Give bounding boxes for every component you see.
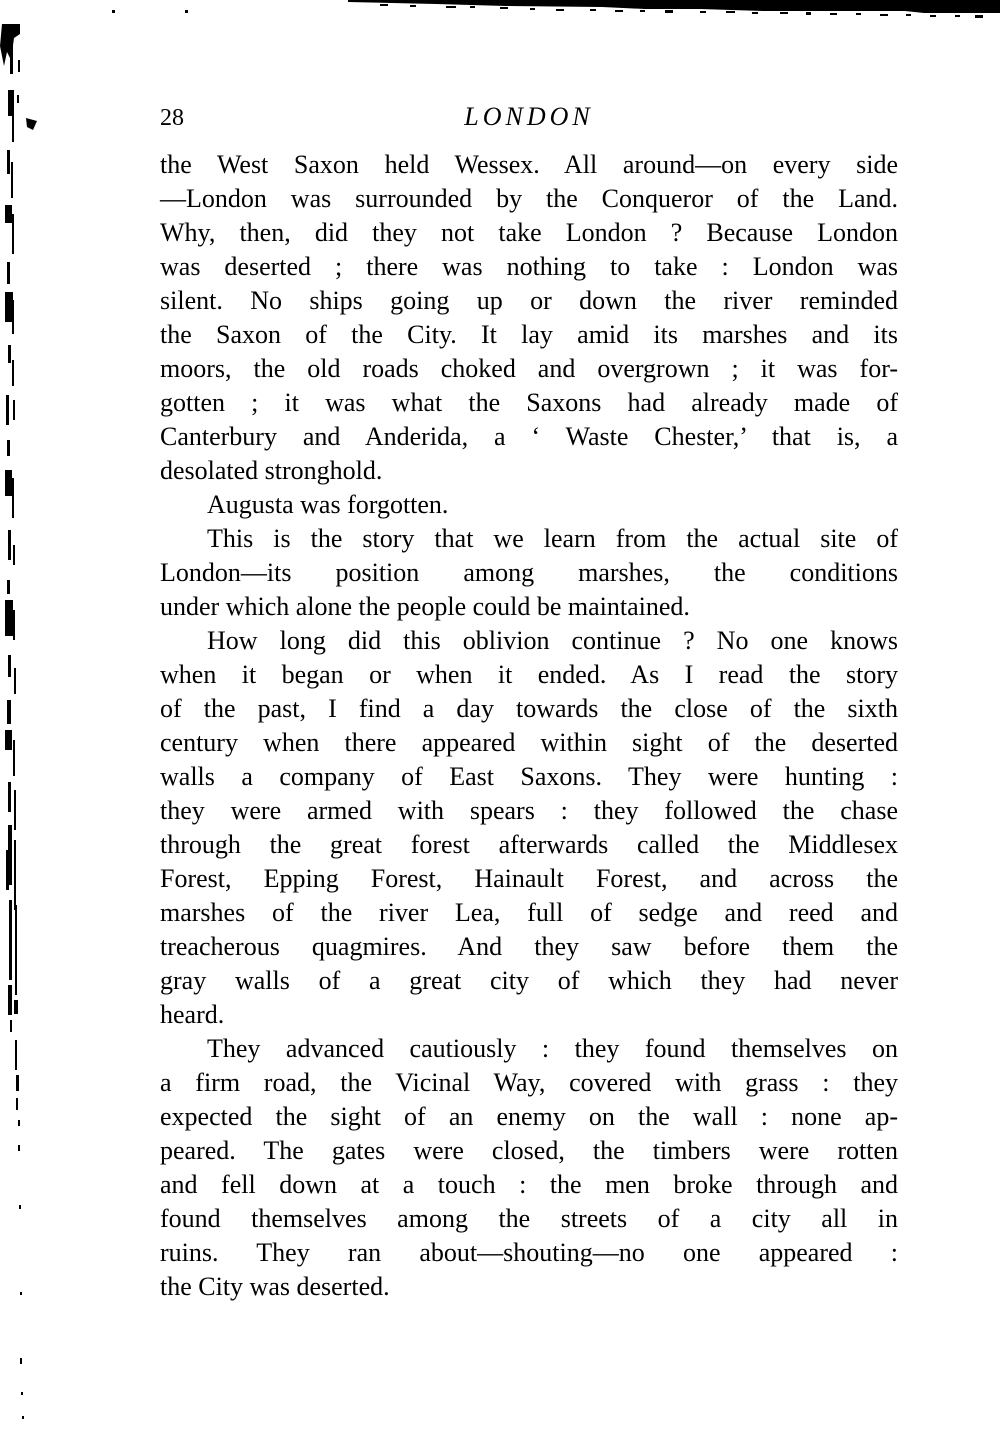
text-line: Forest, Epping Forest, Hainault Forest, and across the	[160, 864, 898, 893]
text-line: the City was deserted.	[160, 1272, 390, 1301]
page-body	[160, 148, 898, 1304]
text-line: century when there appeared within sight of the deserted	[160, 728, 898, 757]
text-line: gotten ; it was what the Saxons had already made of	[160, 388, 898, 417]
text-line: Canterbury and Anderida, a ‘ Waste Chester,’ that is, a	[160, 422, 898, 451]
text-line: Augusta was forgotten.	[207, 490, 449, 519]
text-line: moors, the old roads choked and overgrown ; it was for-	[160, 354, 898, 383]
text-line: ruins. They ran about—shouting—no one appeared :	[160, 1238, 898, 1267]
text-line: This is the story that we learn from the actual site of	[207, 524, 898, 553]
text-line: through the great forest afterwards called the Middlesex	[160, 830, 898, 859]
text-line: marshes of the river Lea, full of sedge and reed and	[160, 898, 898, 927]
paragraph	[160, 624, 898, 1032]
text-line: the Saxon of the City. It lay amid its marshes and its	[160, 320, 898, 349]
text-line: of the past, I find a day towards the close of the sixth	[160, 694, 898, 723]
text-line: heard.	[160, 1000, 225, 1029]
paragraph	[160, 1032, 898, 1304]
paragraph	[160, 488, 898, 522]
scan-artifact-top-edge	[0, 0, 1000, 22]
text-line: London—its position among marshes, the conditions	[160, 558, 898, 587]
text-line: was deserted ; there was nothing to take : London was	[160, 252, 898, 281]
text-line: and fell down at a touch : the men broke through and	[160, 1170, 898, 1199]
text-line: walls a company of East Saxons. They were hunting :	[160, 762, 898, 791]
text-line: Why, then, did they not take London ? Because London	[160, 218, 898, 247]
text-line: silent. No ships going up or down the river reminded	[160, 286, 898, 315]
text-line: How long did this oblivion continue ? No one knows	[207, 626, 898, 655]
page-number: 28	[160, 105, 184, 131]
text-line: treacherous quagmires. And they saw before them the	[160, 932, 898, 961]
scan-artifact-left-edge	[0, 0, 44, 1452]
text-line: —London was surrounded by the Conqueror of the Land.	[160, 184, 898, 213]
text-line: when it began or when it ended. As I read the story	[160, 660, 898, 689]
text-line: desolated stronghold.	[160, 456, 383, 485]
text-line: the West Saxon held Wessex. All around—on every side	[160, 150, 898, 179]
text-line: peared. The gates were closed, the timbers were rotten	[160, 1136, 898, 1165]
text-line: a firm road, the Vicinal Way, covered with grass : they	[160, 1068, 898, 1097]
paragraph	[160, 522, 898, 624]
text-line: they were armed with spears : they followed the chase	[160, 796, 898, 825]
paragraph	[160, 148, 898, 488]
text-line: found themselves among the streets of a city all in	[160, 1204, 898, 1233]
running-title: LONDON	[464, 102, 594, 131]
text-line: gray walls of a great city of which they had never	[160, 966, 898, 995]
text-line: They advanced cautiously : they found themselves on	[207, 1034, 898, 1063]
text-line: expected the sight of an enemy on the wall : none ap-	[160, 1102, 898, 1131]
text-line: under which alone the people could be maintained.	[160, 592, 690, 621]
